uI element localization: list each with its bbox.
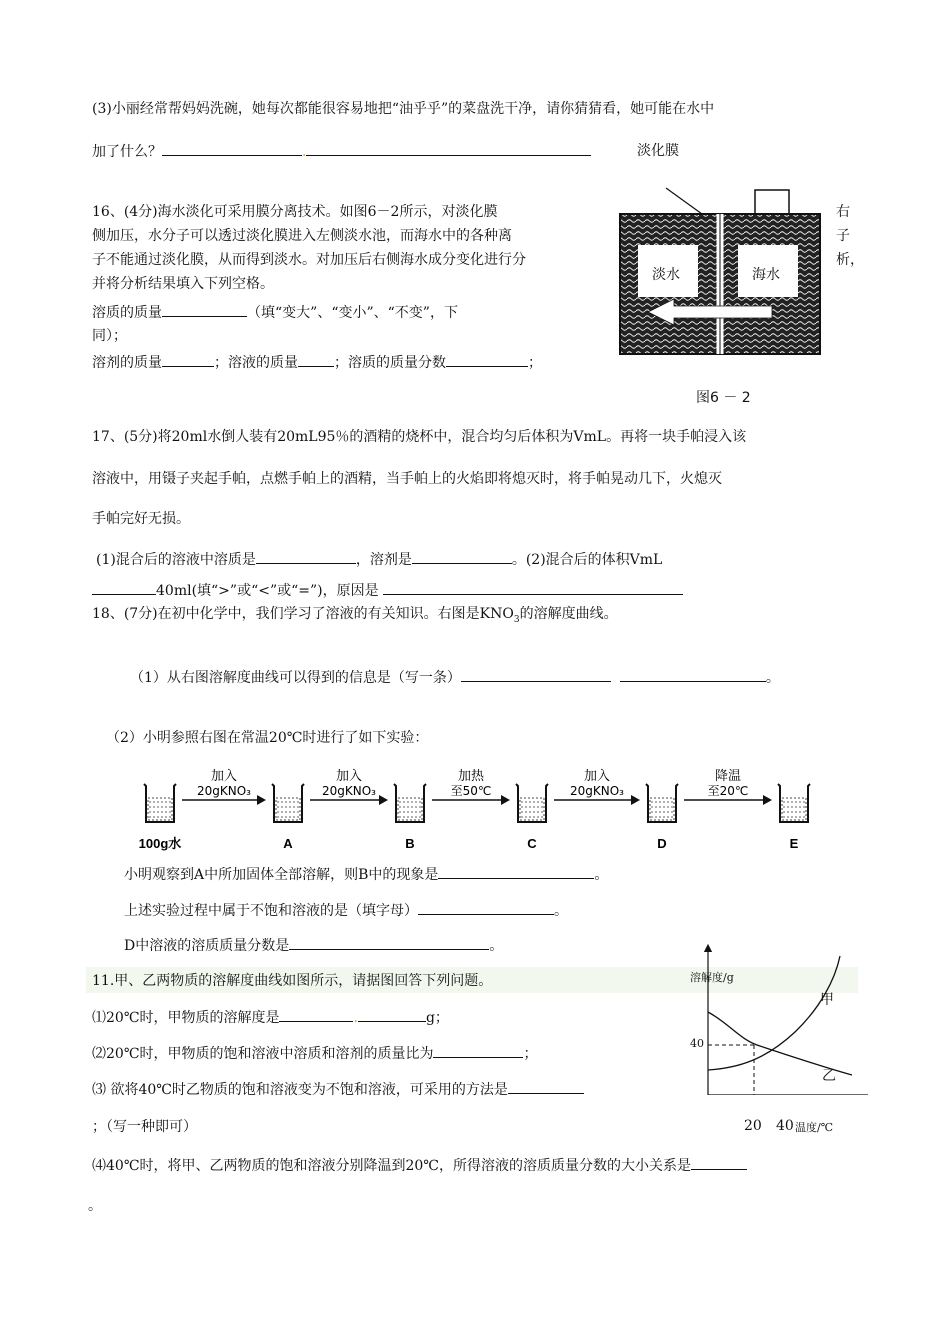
step-top-label: 加热 (457, 769, 485, 784)
q18-line1-pre: 18、(7分)在初中化学中，我们学习了溶液的有关知识。右图是KNO (92, 606, 514, 622)
obs2-text: 上述实验过程中属于不饱和溶液的是（填字母） (124, 903, 418, 919)
answer-blank[interactable] (298, 352, 334, 367)
solute-mass-label: 溶质的质量 (92, 305, 162, 321)
fill-hint: （填“变大”、“变小”、“不变”，下 (247, 305, 458, 321)
q18-obs2 (124, 900, 568, 921)
beaker-label: B (405, 836, 415, 851)
figure-caption: 图6 － 2 (696, 390, 751, 406)
answer-blank[interactable] (162, 352, 214, 367)
beaker-5 (646, 784, 678, 822)
answer-blank[interactable] (691, 1155, 747, 1170)
beaker-4 (516, 784, 548, 822)
answer-blank[interactable] (162, 302, 247, 317)
answer-blank[interactable] (162, 141, 302, 156)
q16-line4: 并将分析结果填入下列空格。 (92, 276, 274, 292)
answer-blank[interactable] (620, 667, 766, 682)
q17-q2: 。(2)混合后的体积VmL (511, 552, 663, 568)
q16-side3: 析， (836, 252, 864, 268)
obs2-end: 。 (554, 903, 568, 919)
q18-obs1 (124, 864, 608, 885)
q18-line1-post: 的溶解度曲线。 (519, 606, 618, 622)
graph-x-tick-40: 40 (776, 1118, 794, 1134)
q17-sub1 (96, 549, 662, 570)
step-bottom-label: 至20℃ (707, 784, 749, 798)
step-arrow-2 (310, 768, 388, 805)
q18-q1: （1）从右图溶解度曲线可以得到的信息是（写一条） (130, 670, 461, 686)
q15-line2 (92, 141, 591, 162)
answer-blank[interactable] (358, 1007, 426, 1022)
answer-blank[interactable] (256, 549, 356, 564)
obs3-end: 。 (489, 938, 504, 954)
step-bottom-label: 20gKNO₃ (322, 784, 376, 798)
answer-blank[interactable] (438, 864, 594, 879)
step-bottom-label: 20gKNO₃ (570, 784, 624, 798)
step-top-label: 加入 (210, 769, 238, 784)
answer-blank[interactable] (383, 580, 683, 595)
beaker-2 (272, 784, 304, 822)
step-arrow-5 (684, 769, 772, 805)
sea-water-label: 海水 (752, 267, 780, 283)
q18-q1-end: 。 (765, 670, 780, 686)
q11-p2 (92, 1043, 537, 1064)
q18-sub2: （2）小明参照右图在常温20℃时进行了如下实验： (106, 730, 429, 746)
q16-side1: 右 (836, 204, 850, 220)
step-bottom-label: 至50℃ (450, 784, 492, 798)
q11-p1 (92, 1007, 449, 1028)
beaker-1 (144, 784, 176, 822)
q16-line1: 16、(4分)海水淡化可采用膜分离技术。如图6－2所示，对淡化膜 (92, 204, 498, 220)
q17-q1: (1)混合后的溶液中溶质是 (96, 552, 256, 568)
solution-mass-label: ；溶液的质量 (214, 355, 298, 371)
end-mark: ； (528, 355, 542, 371)
q11-p4-end: 。 (88, 1198, 102, 1214)
curve-label-yi: 乙 (822, 1068, 836, 1084)
step-top-label: 加入 (583, 769, 611, 784)
graph-ylabel: 溶解度/g (690, 971, 734, 984)
membrane-label: 淡化膜 (637, 143, 679, 159)
experiment-flow-diagram (134, 762, 824, 860)
beaker-label: D (657, 836, 667, 851)
p4-text: ⑷40℃时，将甲、乙两物质的饱和溶液分别降温到20℃，所得溶液的溶质质量分数的大小关系是 (92, 1158, 691, 1174)
answer-blank[interactable] (279, 1007, 353, 1022)
p3-text: ⑶ 欲将40℃时乙物质的饱和溶液变为不饱和溶液，可采用的方法是 (92, 1082, 508, 1098)
obs3-text: D中溶液的溶质质量分数是 (124, 938, 290, 954)
step-arrow-1 (182, 768, 266, 805)
mass-fraction-label: ；溶质的质量分数 (334, 355, 446, 371)
graph-xlabel: 温度/℃ (795, 1121, 834, 1134)
answer-blank[interactable] (306, 141, 591, 156)
q18-line1 (92, 604, 618, 630)
q15-line1: (3)小丽经常帮妈妈洗碗，她每次都能很容易地把“油乎乎”的菜盘洗干净，请你猜猜看，她可能在水中 (92, 101, 715, 117)
answer-blank[interactable] (289, 935, 489, 950)
orange-dot: . (353, 1010, 358, 1026)
kno3-subscript: 3 (513, 614, 520, 625)
answer-blank[interactable] (433, 1043, 523, 1058)
answer-blank[interactable] (92, 580, 156, 595)
q17-solvent: ，溶剂是 (355, 552, 412, 568)
q16-line3: 子不能通过淡化膜，从而得到淡水。对加压后右侧海水成分变化进行分 (92, 252, 526, 268)
membrane-pointer (666, 188, 702, 214)
step-bottom-label: 20gKNO₃ (197, 784, 251, 798)
q16-same: 同）； (92, 328, 127, 344)
beaker-label: A (283, 836, 293, 851)
q18-sub1 (130, 667, 780, 688)
q11-p3b: ；（写一种即可） (92, 1119, 197, 1135)
q17-sub2 (92, 580, 683, 601)
orange-dot: . (302, 144, 307, 160)
obs1-end: 。 (594, 867, 609, 883)
beaker-3 (394, 784, 426, 822)
q11-p4 (92, 1155, 747, 1176)
q15-prompt: 加了什么？ (92, 144, 162, 160)
q16-line2: 侧加压，水分子可以透过淡化膜进入左侧淡水池，而海水中的各种离 (92, 228, 512, 244)
fresh-water-label: 淡水 (652, 267, 680, 283)
q16-solute-line (92, 302, 458, 323)
q11-title: 11.甲、乙两物质的溶解度曲线如图所示，请据图回答下列问题。 (92, 973, 493, 989)
q11-p3 (92, 1079, 584, 1100)
step-arrow-3 (432, 768, 510, 805)
graph-y-tick-40: 40 (690, 1037, 704, 1050)
q17-line1: 17、(5分)将20ml水倒人装有20mL95％的酒精的烧杯中，混合均匀后体积为VmL。再将一块手帕浸入该 (92, 429, 747, 445)
curve-label-jia: 甲 (820, 992, 834, 1008)
answer-blank[interactable] (461, 667, 611, 682)
answer-blank[interactable] (412, 549, 512, 564)
solubility-graph (690, 940, 870, 1095)
graph-x-tick-20: 20 (744, 1118, 762, 1134)
q16-side2: 子 (836, 228, 850, 244)
answer-blank[interactable] (446, 352, 528, 367)
p2-text: ⑵20℃时，甲物质的饱和溶液中溶质和溶剂的质量比为 (92, 1046, 434, 1062)
step-top-label: 加入 (335, 769, 363, 784)
step-top-label: 降温 (714, 769, 742, 784)
answer-blank[interactable] (508, 1079, 584, 1094)
p1-end: g； (425, 1010, 449, 1026)
step-arrow-4 (554, 768, 640, 805)
q16-solvent-line (92, 352, 542, 373)
q17-line2: 溶液中，用镊子夹起手帕，点燃手帕上的酒精，当手帕上的火焰即将熄灭时，将手帕晃动几下，火熄灭 (92, 471, 722, 487)
desalination-diagram (618, 182, 838, 357)
obs1-text: 小明观察到A中所加固体全部溶解，则B中的现象是 (124, 867, 439, 883)
beaker-label: 100g水 (138, 836, 182, 851)
q17-compare: 40ml(填“>”或“<”或“=”)，原因是 (156, 583, 379, 599)
beaker-label: E (789, 836, 799, 851)
beaker-label: C (527, 836, 537, 851)
p1-text: ⑴20℃时，甲物质的溶解度是 (92, 1010, 280, 1026)
q18-obs3 (124, 935, 503, 956)
p2-end: ； (523, 1046, 538, 1062)
solvent-mass-label: 溶剂的质量 (92, 355, 162, 371)
piston (755, 190, 789, 214)
beaker-6 (778, 784, 810, 822)
q17-line3: 手帕完好无损。 (92, 511, 190, 527)
answer-blank[interactable] (418, 900, 554, 915)
